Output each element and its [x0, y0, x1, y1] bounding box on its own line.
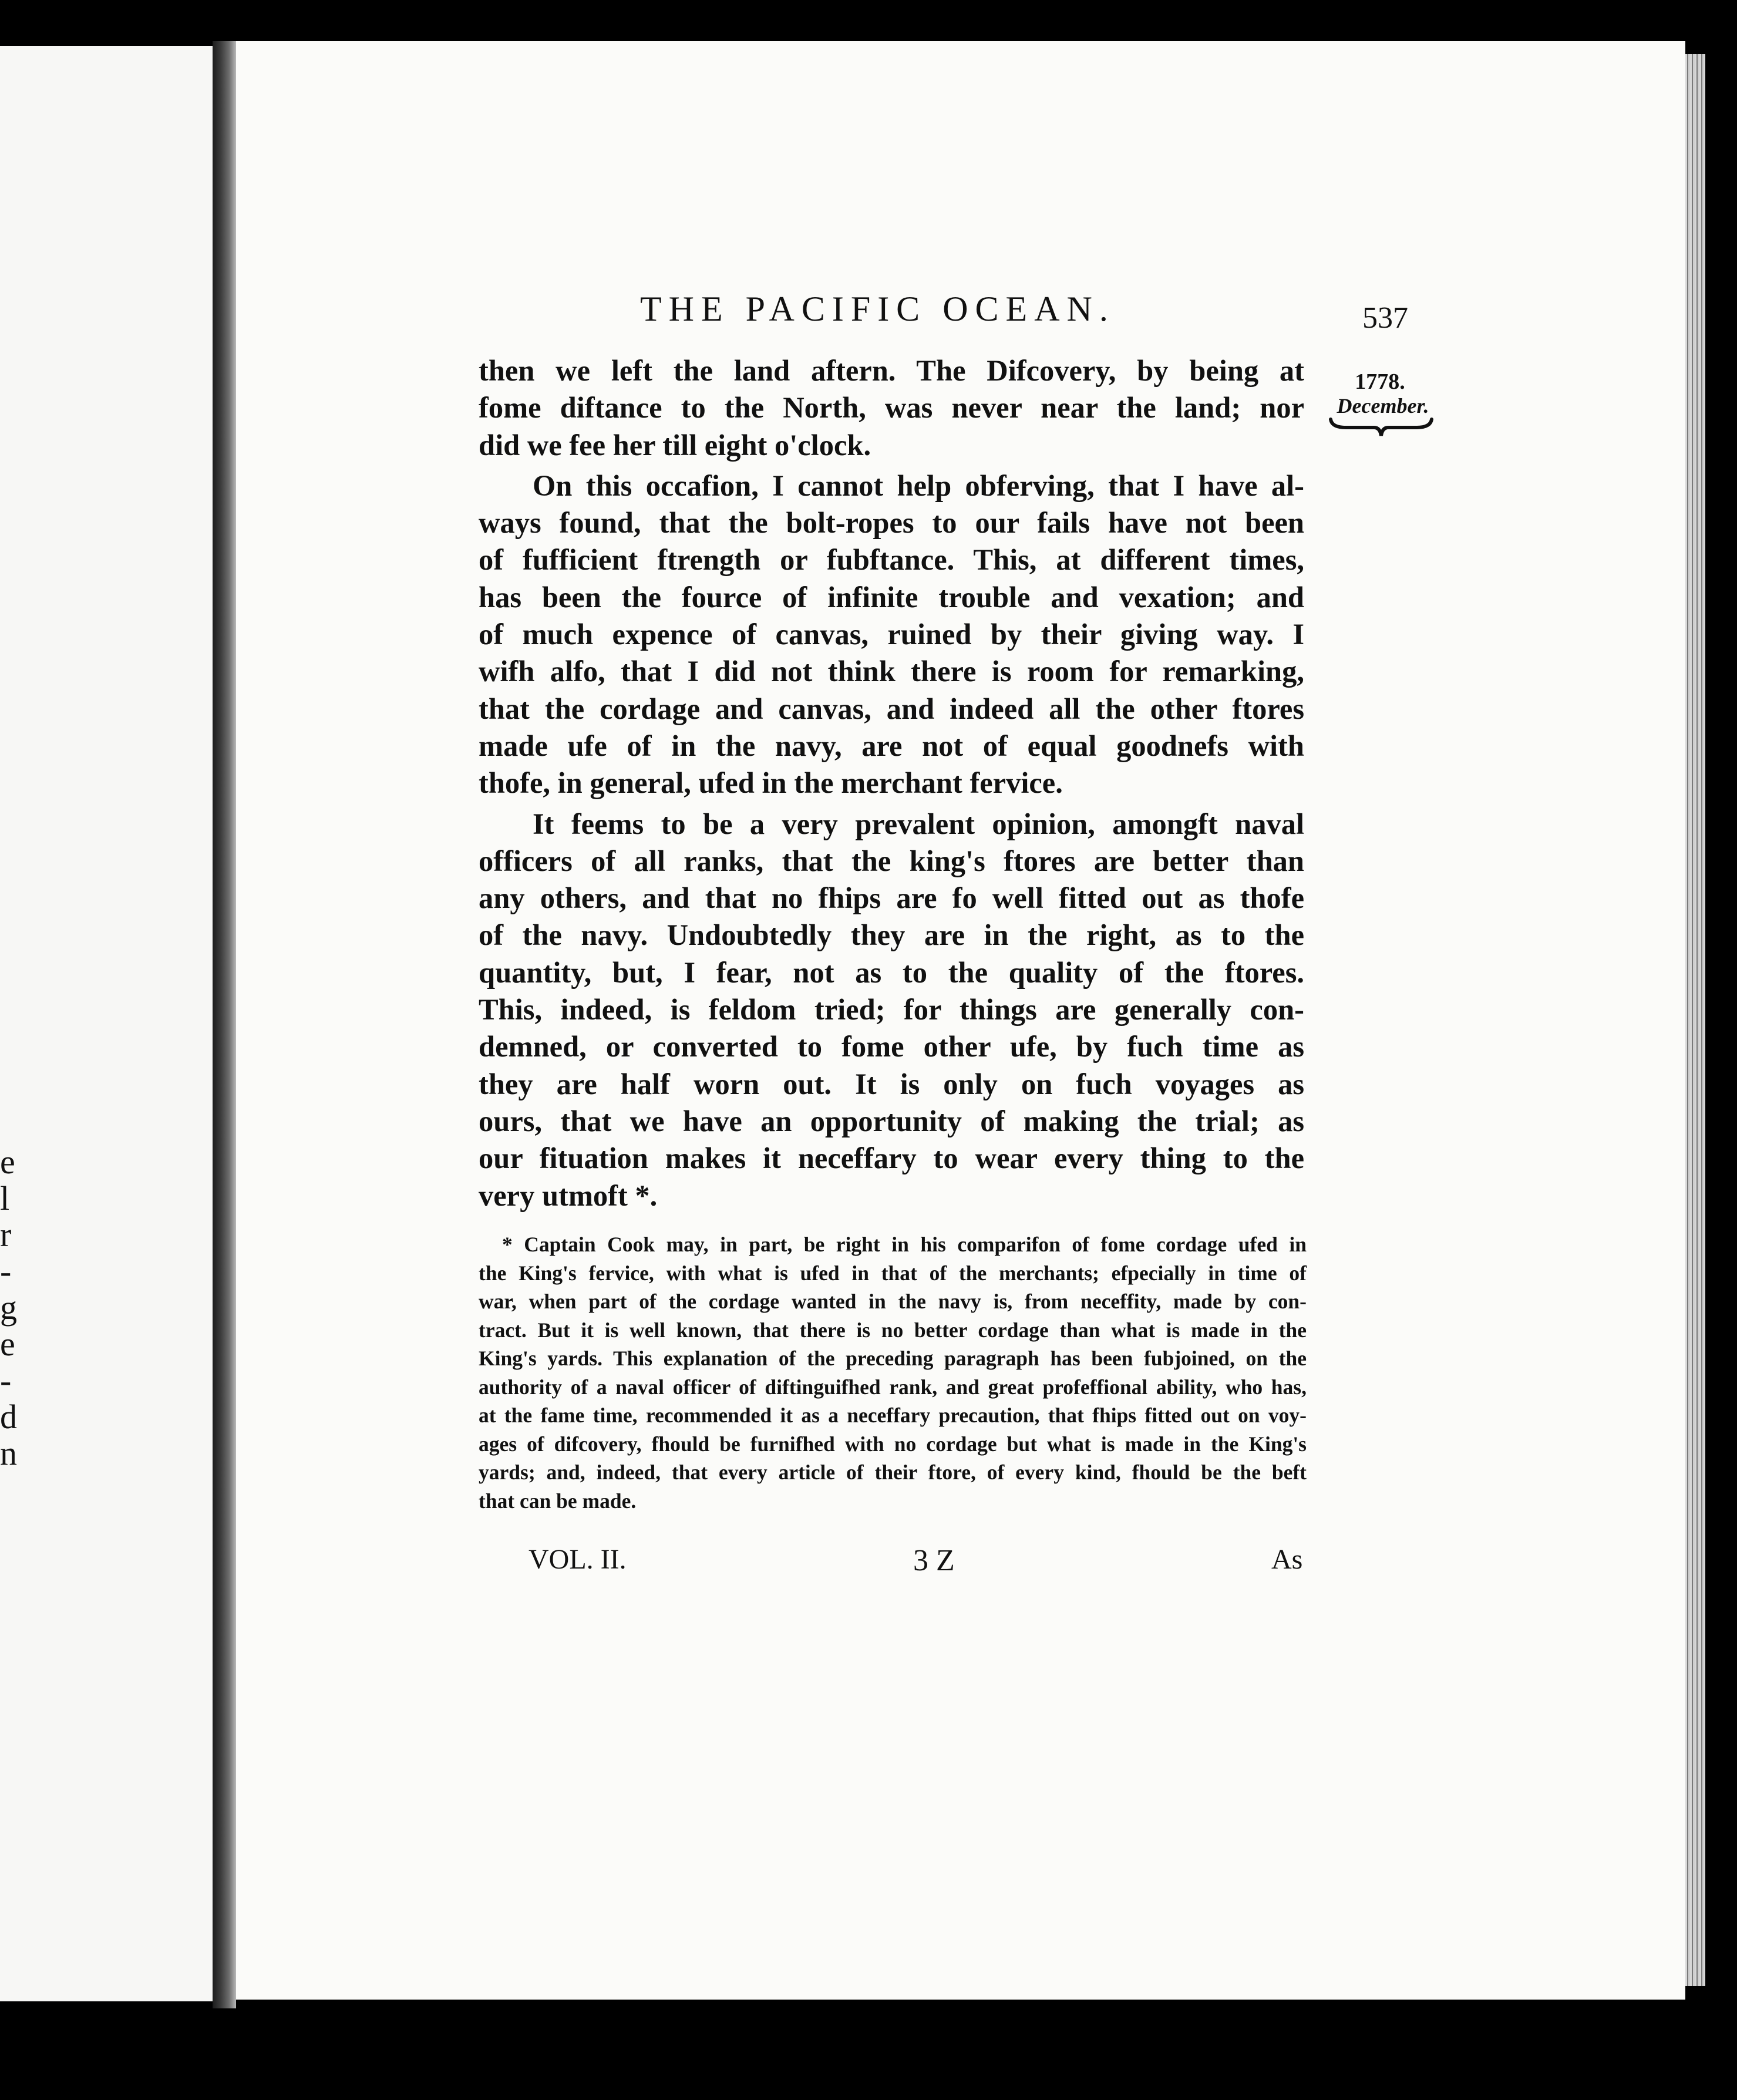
margin-note-month: December.	[1337, 394, 1429, 418]
footnote-line: that can be made.	[479, 1489, 637, 1513]
footnote-line: King's yards. This explanation of the preceding paragraph has been fubjoined, on the	[479, 1347, 1307, 1370]
page-number: 537	[1362, 301, 1408, 335]
left-page-edge	[0, 46, 213, 2001]
left-page-cropped-text	[0, 1144, 18, 1472]
body-line: of fufficient ftrength or fubftance. This, at different times,	[479, 543, 1304, 577]
margin-note-year: 1778.	[1355, 369, 1405, 394]
body-line: This, indeed, is feldom tried; for things are generally con-	[479, 993, 1304, 1027]
body-line: ways found, that the bolt-ropes to our fails have not been	[479, 506, 1304, 540]
body-line: made ufe of in the navy, are not of equal goodnefs with	[479, 729, 1304, 762]
body-line: of much expence of canvas, ruined by their giving way. I	[479, 618, 1304, 651]
body-line: officers of all ranks, that the king's ftores are better than	[479, 844, 1304, 877]
running-head: THE PACIFIC OCEAN.	[640, 290, 1115, 328]
left-page-glyph: e	[0, 1143, 15, 1181]
body-line: did we fee her till eight o'clock.	[479, 428, 871, 462]
footnote-line: ages of difcovery, fhould be furnifhed with no cordage but what is made in the King's	[479, 1432, 1307, 1456]
book-gutter	[213, 41, 236, 2008]
body-line: thofe, in general, ufed in the merchant fervice.	[479, 766, 1063, 800]
footnote-line: yards; and, indeed, that every article of their ftore, of every kind, fhould be the beft	[479, 1460, 1307, 1484]
body-line: quantity, but, I fear, not as to the quality of the ftores.	[479, 955, 1304, 989]
volume-signature: VOL. II.	[528, 1544, 627, 1575]
body-text	[479, 352, 1304, 1214]
body-line: any others, and that no fhips are fo well fitted out as thofe	[479, 881, 1304, 915]
left-page-glyph: g	[0, 1288, 17, 1327]
body-line: ours, that we have an opportunity of making the trial; as	[479, 1104, 1304, 1138]
body-line: has been the fource of infinite trouble and vexation; and	[479, 580, 1304, 614]
footnote-line: authority of a naval officer of diftinguifhed rank, and great profeffional ability, who has,	[479, 1375, 1307, 1399]
left-page-glyph: -	[0, 1252, 12, 1290]
footnote-line: at the fame time, recommended it as a neceffary precaution, that fhips fitted out on voy-	[479, 1404, 1307, 1427]
left-page-glyph: -	[0, 1361, 12, 1399]
body-line: On this occafion, I cannot help obferving, that I have al-	[533, 469, 1304, 502]
left-page-glyph: r	[0, 1216, 12, 1254]
footnote	[479, 1230, 1307, 1515]
left-page-glyph: l	[0, 1179, 10, 1217]
body-line: It feems to be a very prevalent opinion, amongft naval	[533, 807, 1304, 840]
body-line: demned, or converted to fome other ufe, by fuch time as	[479, 1030, 1304, 1064]
footnote-line: * Captain Cook may, in part, be right in his comparifon of fome cordage ufed in	[502, 1233, 1307, 1256]
body-line: that the cordage and canvas, and indeed all the other ftores	[479, 692, 1304, 725]
left-page-glyph: d	[0, 1398, 17, 1436]
body-line: our fituation makes it neceffary to wear every thing to the	[479, 1142, 1304, 1175]
signature-mark: 3 Z	[913, 1544, 955, 1577]
body-line: they are half worn out. It is only on fuch voyages as	[479, 1067, 1304, 1101]
body-line: wifh alfo, that I did not think there is room for remarking,	[479, 655, 1304, 688]
footnote-line: tract. But it is well known, that there is no better cordage than what is made in the	[479, 1318, 1307, 1342]
left-page-glyph: n	[0, 1434, 17, 1472]
footnote-line: war, when part of the cordage wanted in the navy is, from neceffity, made by con-	[479, 1290, 1307, 1313]
footnote-line: the King's fervice, with what is ufed in that of the merchants; efpecially in time of	[479, 1261, 1307, 1285]
body-line: fome diftance to the North, was never near the land; nor	[479, 391, 1304, 425]
body-line: of the navy. Undoubtedly they are in the right, as to the	[479, 918, 1304, 952]
curly-brace-icon	[1328, 416, 1434, 439]
page-fore-edge	[1685, 54, 1705, 1986]
left-page-glyph: e	[0, 1325, 15, 1363]
body-line: very utmoft *.	[479, 1179, 658, 1212]
body-line: then we left the land aftern. The Difcovery, by being at	[479, 354, 1304, 387]
catchword: As	[1271, 1544, 1303, 1575]
